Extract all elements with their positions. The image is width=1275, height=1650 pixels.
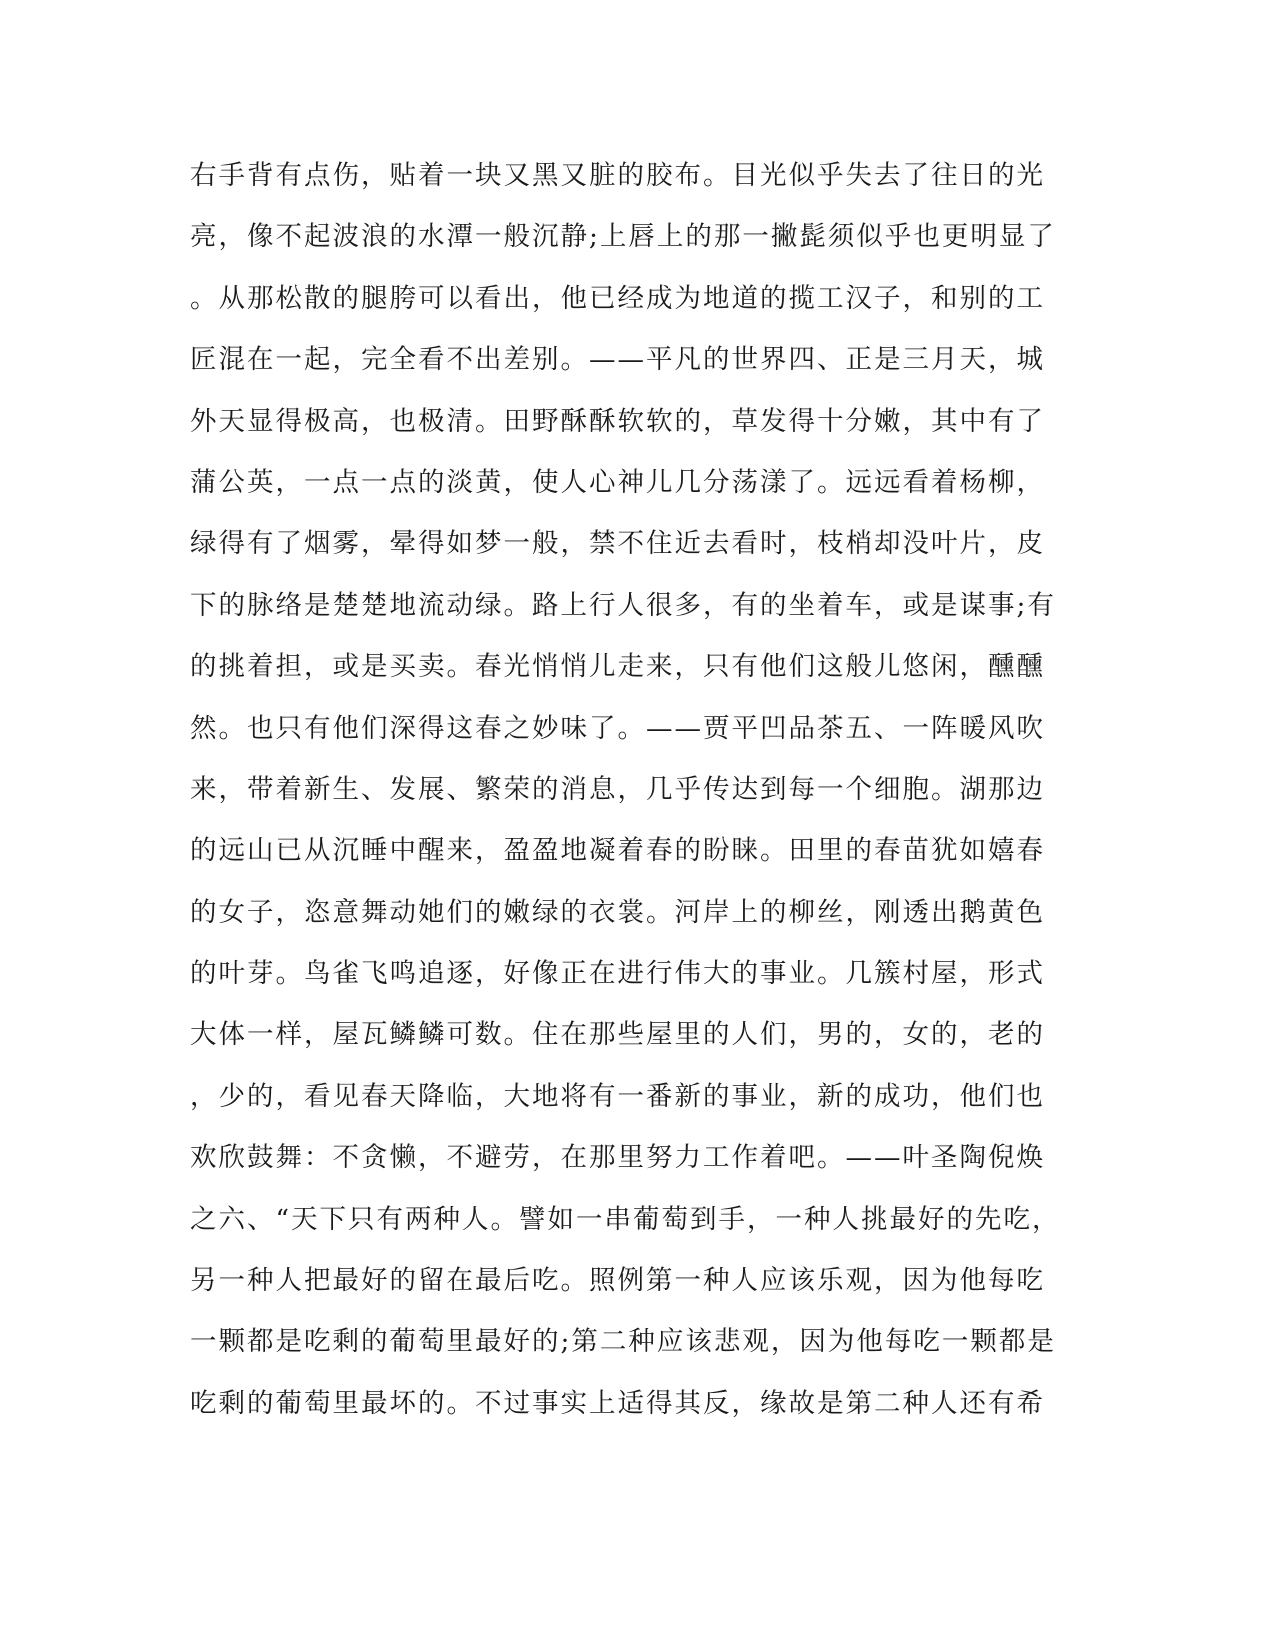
text-line: 绿得有了烟雾，晕得如梦一般，禁不住近去看时，枝梢却没叶片，皮 (190, 528, 1045, 560)
text-line: 来，带着新生、发展、繁荣的消息，几乎传达到每一个细胞。湖那边 (190, 773, 1045, 805)
text-line: 外天显得极高，也极清。田野酥酥软软的，草发得十分嫩，其中有了 (190, 405, 1045, 437)
text-line: 的挑着担，或是买卖。春光悄悄儿走来，只有他们这般儿悠闲，醺醺 (190, 651, 1045, 683)
text-line: 亮，像不起波浪的水潭一般沉静;上唇上的那一撇髭须似乎也更明显了 (190, 221, 1056, 253)
text-line: 另一种人把最好的留在最后吃。照例第一种人应该乐观，因为他每吃 (190, 1265, 1045, 1297)
text-line: 匠混在一起，完全看不出差别。——平凡的世界四、正是三月天，城 (190, 344, 1045, 376)
text-line: 。从那松散的腿胯可以看出，他已经成为地道的揽工汉子，和别的工 (190, 282, 1045, 314)
text-line: 的叶芽。鸟雀飞鸣追逐，好像正在进行伟大的事业。几簇村屋，形式 (190, 958, 1045, 990)
body-text (190, 145, 1070, 1434)
text-line: 吃剩的葡萄里最坏的。不过事实上适得其反，缘故是第二种人还有希 (190, 1387, 1045, 1419)
text-line: 右手背有点伤，贴着一块又黑又脏的胶布。目光似乎失去了往日的光 (190, 160, 1045, 191)
text-line: 之六、“天下只有两种人。譬如一串葡萄到手，一种人挑最好的先吃， (190, 1203, 1061, 1235)
text-line: 下的脉络是楚楚地流动绿。路上行人很多，有的坐着车，或是谋事;有 (190, 589, 1056, 621)
text-line: 的女子，恣意舞动她们的嫩绿的衣裳。河岸上的柳丝，刚透出鹅黄色 (190, 896, 1045, 928)
text-line: 然。也只有他们深得这春之妙味了。——贾平凹品茶五、一阵暖风吹 (190, 712, 1045, 744)
text-line: ，少的，看见春天降临，大地将有一番新的事业，新的成功，他们也 (190, 1080, 1045, 1112)
text-line: 欢欣鼓舞：不贪懒，不避劳，在那里努力工作着吧。——叶圣陶倪焕 (190, 1142, 1045, 1174)
text-line: 蒲公英，一点一点的淡黄，使人心神儿几分荡漾了。远远看着杨柳， (190, 466, 1045, 498)
text-line: 一颗都是吃剩的葡萄里最好的;第二种应该悲观，因为他每吃一颗都是 (190, 1326, 1056, 1358)
text-line: 大体一样，屋瓦鳞鳞可数。住在那些屋里的人们，男的，女的，老的 (190, 1019, 1045, 1051)
text-line: 的远山已从沉睡中醒来，盈盈地凝着春的盼睐。田里的春苗犹如嬉春 (190, 835, 1045, 867)
